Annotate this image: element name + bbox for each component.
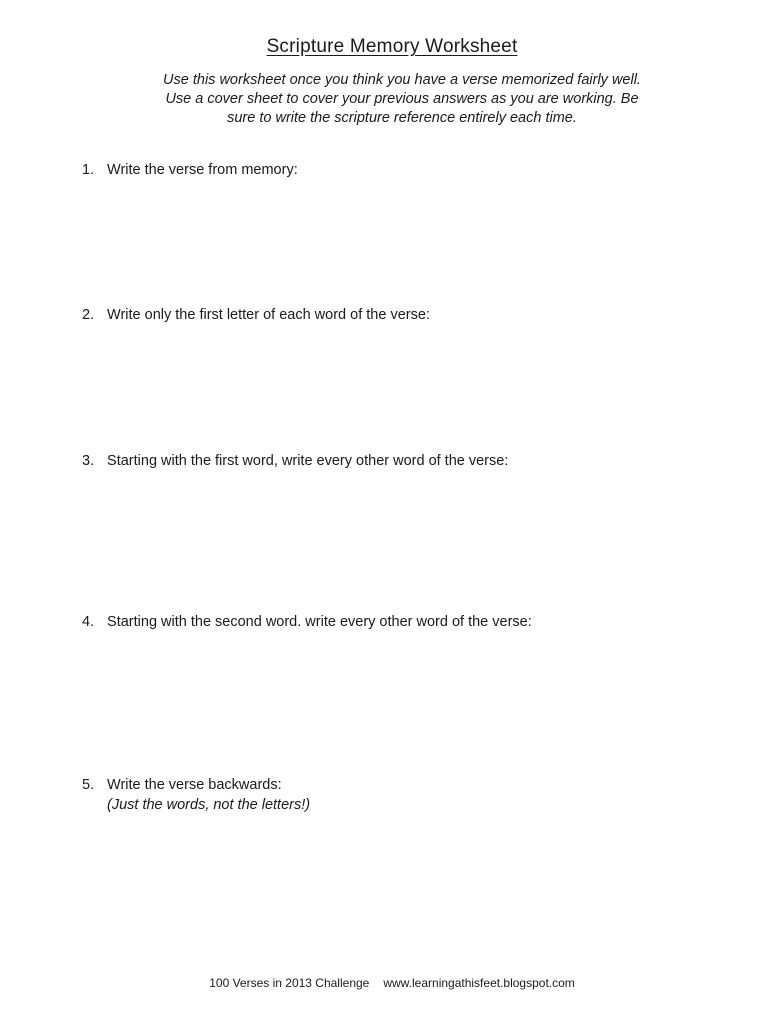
question-4 (82, 612, 532, 632)
question-number: 3. (82, 453, 95, 469)
answer-area-2[interactable] (82, 330, 702, 440)
question-1 (82, 160, 298, 180)
question-note: (Just the words, not the letters!) (107, 797, 311, 813)
answer-area-3[interactable] (82, 476, 702, 601)
instructions (122, 71, 682, 128)
footer (0, 976, 784, 990)
question-text: Starting with the second word. write every other word of the verse: (107, 614, 532, 630)
answer-area-5[interactable] (82, 822, 702, 962)
instruction-line: Use this worksheet once you think you have a verse memorized fairly well. (163, 72, 641, 88)
question-2 (82, 305, 430, 325)
answer-area-4[interactable] (82, 637, 702, 762)
question-text: Write only the first letter of each word of the verse: (107, 307, 430, 323)
question-text: Write the verse from memory: (107, 162, 298, 178)
question-number: 2. (82, 307, 95, 323)
question-number: 4. (82, 614, 95, 630)
question-text: Starting with the first word, write every other word of the verse: (107, 453, 509, 469)
question-3 (82, 451, 508, 471)
question-5 (82, 775, 310, 815)
page-title: Scripture Memory Worksheet (266, 36, 518, 57)
question-text: Write the verse backwards: (107, 777, 282, 793)
footer-challenge: 100 Verses in 2013 Challenge (209, 976, 370, 990)
question-number: 5. (82, 777, 95, 793)
footer-website: www.learningathisfeet.blogspot.com (383, 976, 575, 990)
answer-area-1[interactable] (82, 185, 702, 295)
question-number: 1. (82, 162, 95, 178)
instruction-line: sure to write the scripture reference entirely each time. (227, 110, 577, 126)
instruction-line: Use a cover sheet to cover your previous answers as you are working. Be (165, 91, 639, 107)
